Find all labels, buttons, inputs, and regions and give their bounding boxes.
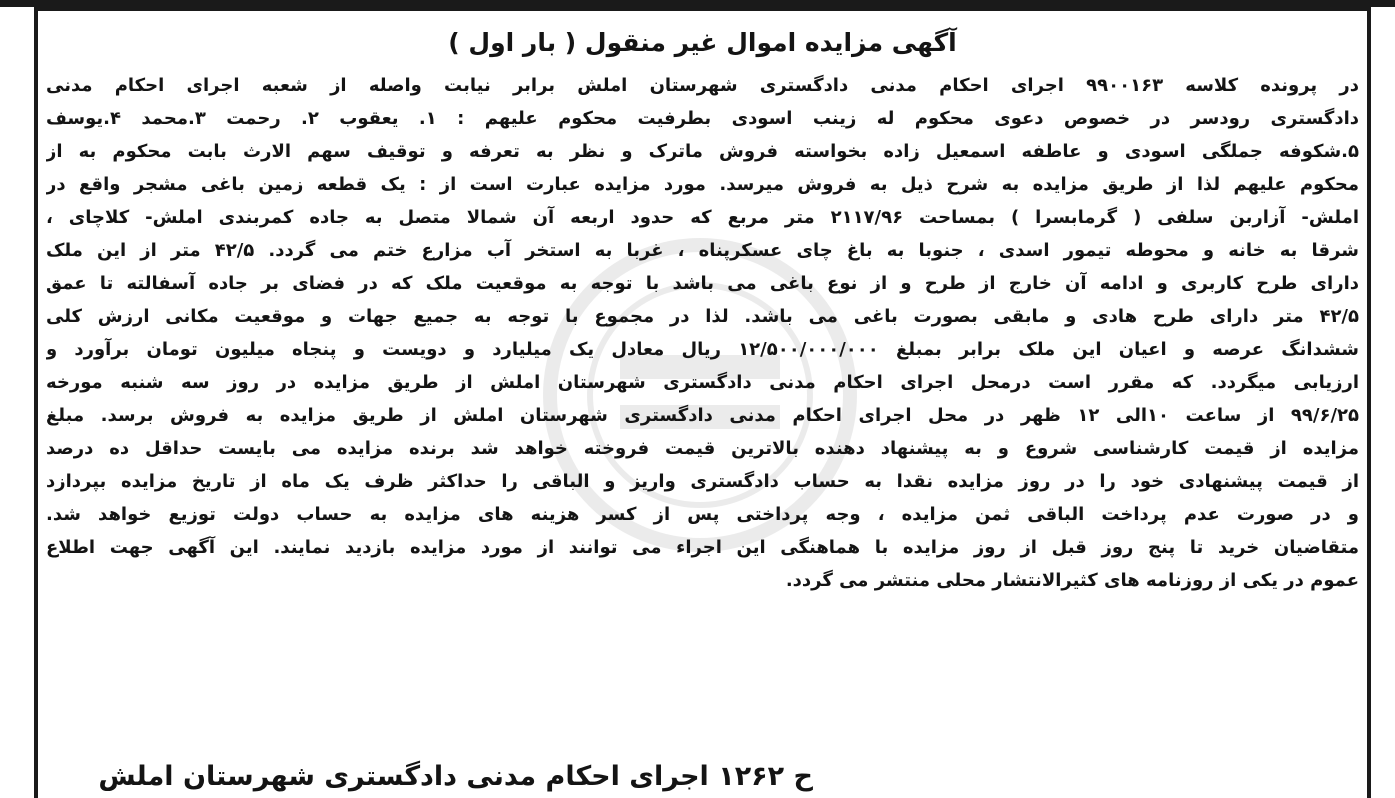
notice-body-line: مزایده از قیمت کارشناسی شروع و به پیشنهاد دهنده بالاترین قیمت فروخته خواهد شد برنده مزایده می بایست حداقل ده درصد bbox=[46, 438, 1359, 459]
right-border-rule bbox=[1367, 7, 1371, 798]
notice-body-line-last: عموم در یکی از روزنامه های کثیرالانتشار محلی منتشر می گردد. bbox=[785, 570, 1359, 591]
notice-body-line: از قیمت پیشنهادی خود را در روز مزایده نقدا به حساب دادگستری واریز و الباقی را حداکثر ظرف یک ماه از تاریخ مزایده بپردازد bbox=[46, 471, 1359, 492]
notice-body-line: در پرونده کلاسه ۹۹۰۰۱۶۳ اجرای احکام مدنی دادگستری شهرستان املش برابر نیابت واصله از شعبه اجرای احکام مدنی bbox=[46, 75, 1359, 96]
auction-notice bbox=[40, 12, 1365, 798]
signature-text: ح ۱۲۶۲ اجرای احکام مدنی دادگستری شهرستان املش bbox=[98, 761, 813, 792]
top-border-rule bbox=[38, 7, 1367, 11]
notice-body-line: شرقا به خانه و محوطه تیمور اسدی ، جنوبا به باغ چای عسکرپناه ، غربا به استخر آب مزارع ختم می گردد. ۴۲/۵ متر از این ملک bbox=[46, 240, 1359, 261]
notice-body-line: ارزیابی میگردد. که مقرر است درمحل اجرای احکام مدنی دادگستری شهرستان املش از طریق مزایده در روز سه شنبه مورخه bbox=[46, 372, 1359, 393]
notice-body-line: ۴۲/۵ متر دارای طرح هادی و مابقی بصورت باغی می باشد. لذا در مجموع با توجه به جمیع جهات و موقعیت مکانی ارزش کلی bbox=[46, 306, 1359, 327]
notice-body-line: متقاضیان خرید تا پنج روز قبل از روز مزایده با هماهنگی این اجراء می توانند از مورد مزایده بازدید نمایند. این آگهی جهت اطلاع bbox=[46, 537, 1359, 558]
top-border-band bbox=[0, 0, 1395, 7]
notice-signature bbox=[40, 757, 1365, 797]
notice-body-line: دارای طرح کاربری و ادامه آن خارج از طرح و از نوع باغی می باشد با توجه به موقعیت ملک که در فضای بر جاده آسفالته تا عمق bbox=[46, 273, 1359, 294]
notice-body-line: املش- آزاربن سلفی ( گرمابسرا ) بمساحت ۲۱۱۷/۹۶ متر مربع که حدود اربعه آن شمالا متصل به جاده کمربندی املش- کلاچای ، bbox=[46, 207, 1359, 228]
notice-title: آگهی مزایده اموال غیر منقول ( بار اول ) bbox=[448, 28, 957, 57]
notice-body-line: و در صورت عدم پرداخت الباقی ثمن مزایده ، وجه پرداختی پس از کسر هزینه های مزایده به حساب دولت توزیع خواهد شد. bbox=[46, 504, 1359, 525]
notice-body-line: ۵.شکوفه جملگی اسودی و عاطفه اسمعیل زاده بخواسته فروش ماترک و نظر به تعرفه و توقیف سهم الارث بابت محکوم به از bbox=[46, 141, 1359, 162]
notice-body-line: دادگستری رودسر در خصوص دعوی محکوم له زینب اسودی بطرفیت محکوم علیهم : ۱. یعقوب ۲. رحمت ۳.محمد ۴.یوسف bbox=[46, 108, 1359, 129]
notice-body-line: ششدانگ عرصه و اعیان این ملک برابر بمبلغ ۱۲/۵۰۰/۰۰۰/۰۰۰ ریال معادل یک میلیارد و دویست و پنجاه میلیون تومان برآورد و bbox=[46, 339, 1359, 360]
left-border-rule bbox=[34, 7, 38, 798]
notice-body-line: ۹۹/۶/۲۵ از ساعت ۱۰الی ۱۲ ظهر در محل اجرای احکام مدنی دادگستری شهرستان املش از طریق مزایده به فروش برسد. مبلغ bbox=[46, 405, 1359, 426]
notice-body-line: محکوم علیهم لذا از طریق مزایده به شرح ذیل به فروش میرسد. مورد مزایده عبارت است از : یک قطعه زمین باغی مشجر واقع در bbox=[46, 174, 1359, 195]
